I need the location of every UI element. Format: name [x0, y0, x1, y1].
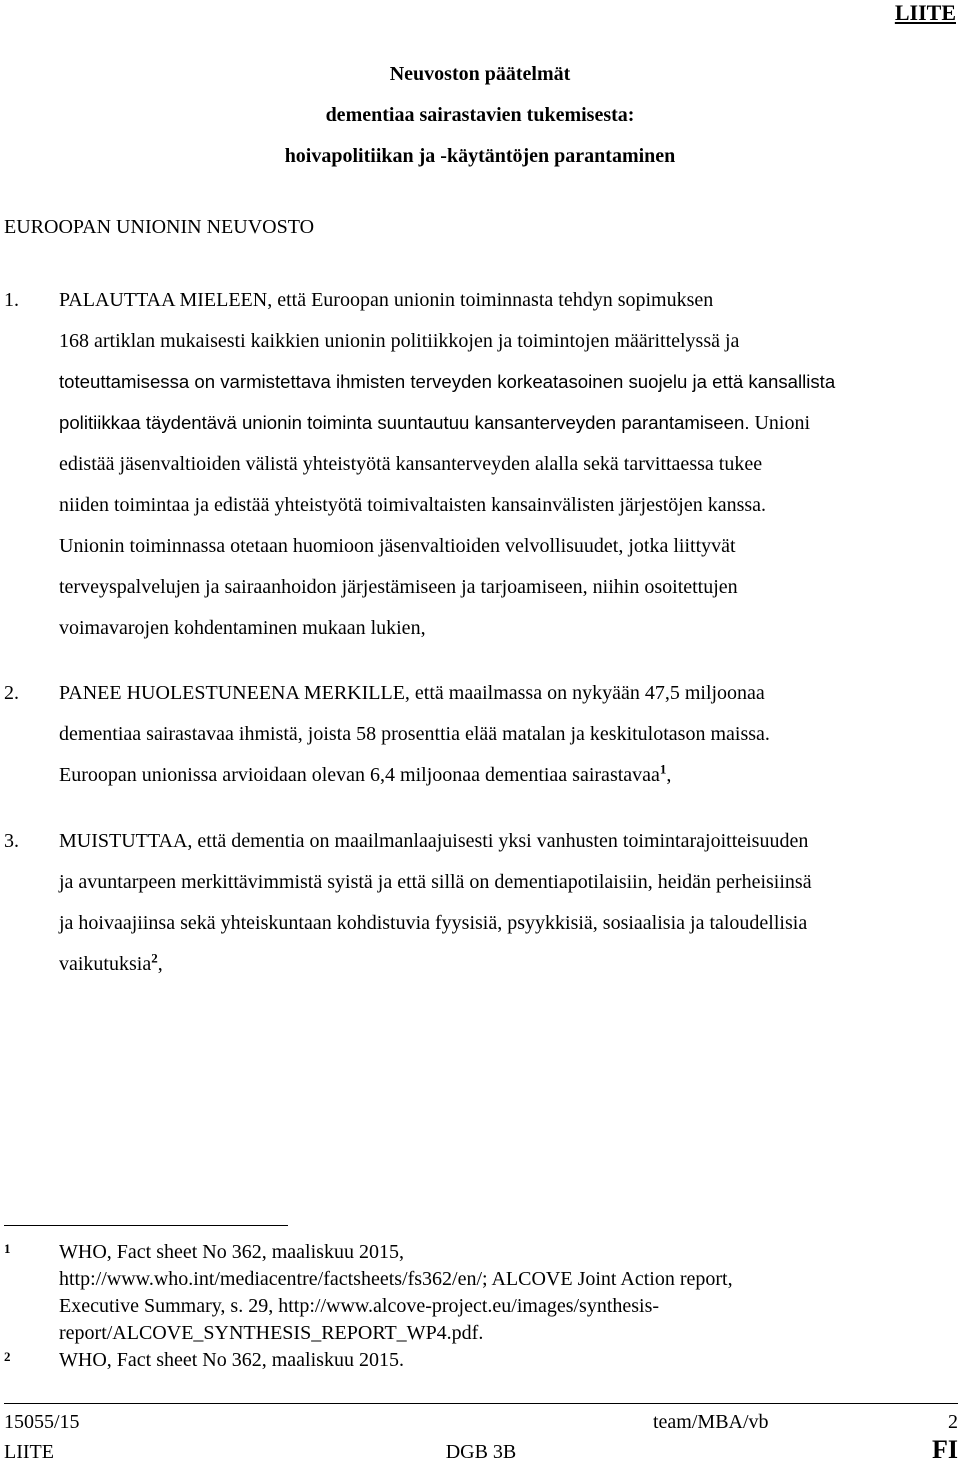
paragraph-line: voimavarojen kohdentaminen mukaan lukien, — [59, 617, 426, 639]
paragraph-line: terveyspalvelujen ja sairaanhoidon järjestämiseen ja tarjoamiseen, niihin osoitettujen — [59, 576, 738, 598]
footnote-line: http://www.who.int/mediacentre/factsheets/fs362/en/; ALCOVE Joint Action report, — [59, 1268, 733, 1290]
paragraph-line: toteuttamisessa on varmistettava ihmisten terveyden korkeatasoinen suojelu ja että kansallista — [59, 371, 836, 392]
footnote-1 — [4, 1239, 954, 1349]
paragraph-3 — [4, 828, 958, 978]
title-line-1: Neuvoston päätelmät — [389, 63, 571, 85]
paragraph-line-part: Euroopan unionissa arvioidaan olevan 6,4 miljoonaa dementiaa sairastavaa — [59, 764, 660, 786]
document-title — [0, 54, 960, 177]
paragraph-line-part: vaikutuksia — [59, 953, 152, 975]
council-heading: EUROOPAN UNIONIN NEUVOSTO — [4, 216, 315, 238]
paragraph-line: dementiaa sairastavaa ihmistä, joista 58 prosenttia elää matalan ja keskitulotason maissa. — [59, 723, 770, 745]
paragraph-number: 1. — [4, 289, 19, 311]
title-line-2: dementiaa sairastavien tukemisesta: — [325, 104, 635, 126]
paragraph-line: ja avuntarpeen merkittävimmistä syistä ja että sillä on dementiapotilaisiin, heidän perheisiinsä — [59, 871, 812, 893]
footnote-separator — [4, 1225, 288, 1226]
paragraph-line: MUISTUTTAA, että dementia on maailmanlaajuisesti yksi vanhusten toimintarajoitteisuuden — [59, 830, 809, 852]
footnote-reference[interactable]: 1 — [659, 761, 667, 777]
footer-separator — [4, 1403, 958, 1404]
paragraph-2 — [4, 680, 958, 790]
paragraph-line — [59, 762, 671, 788]
footnote-line: Executive Summary, s. 29, http://www.alcove-project.eu/images/synthesis- — [59, 1295, 660, 1317]
paragraph-line: 168 artiklan mukaisesti kaikkien unionin politiikkojen ja toimintojen määrittelyssä ja — [59, 330, 740, 352]
paragraph-line-part: Unioni — [749, 412, 811, 434]
document-number: 15055/15 — [4, 1411, 80, 1433]
paragraph-line: PANEE HUOLESTUNEENA MERKILLE, että maailmassa on nykyään 47,5 miljoonaa — [59, 682, 765, 704]
paragraph-line: Unionin toiminnassa otetaan huomioon jäsenvaltioiden velvollisuudet, jotka liittyvät — [59, 535, 736, 557]
paragraph-line-part: politiikkaa täydentävä unionin toiminta suuntautuu kansanterveyden parantamiseen. — [59, 412, 750, 433]
footnote-line: report/ALCOVE_SYNTHESIS_REPORT_WP4.pdf. — [59, 1322, 484, 1344]
annex-label-top: LIITE — [894, 0, 956, 25]
annex-label-footer: LIITE — [4, 1441, 54, 1463]
paragraph-1 — [4, 287, 958, 647]
footnote-reference[interactable]: 2 — [151, 950, 158, 966]
language-code: FI — [932, 1435, 958, 1464]
footnote-line: WHO, Fact sheet No 362, maaliskuu 2015, — [59, 1241, 404, 1263]
footnote-number: 1 — [4, 1241, 11, 1256]
paragraph-line — [59, 410, 810, 436]
title-line-3: hoivapolitiikan ja -käytäntöjen parantaminen — [284, 145, 676, 167]
paragraph-line: PALAUTTAA MIELEEN, että Euroopan unionin toiminnasta tehdyn sopimuksen — [59, 289, 714, 311]
paragraph-line: niiden toimintaa ja edistää yhteistyötä toimivaltaisten kansainvälisten järjestöjen kanssa. — [59, 494, 767, 516]
footnote-2 — [4, 1347, 954, 1375]
page-number: 2 — [948, 1411, 958, 1433]
paragraph-line-part: , — [666, 764, 672, 786]
footer-row-1 — [4, 1409, 958, 1435]
paragraph-line: ja hoivaajiinsa sekä yhteiskuntaan kohdistuvia fyysisiä, psyykkisiä, sosiaalisia ja taloudellisia — [59, 912, 808, 934]
paragraph-line — [59, 951, 163, 977]
paragraph-number: 3. — [4, 830, 19, 852]
footnote-number: 2 — [4, 1349, 11, 1364]
paragraph-number: 2. — [4, 682, 19, 704]
footer-row-2 — [4, 1435, 958, 1469]
paragraph-line: edistää jäsenvaltioiden välistä yhteistyötä kansanterveyden alalla sekä tarvittaessa tukee — [59, 453, 763, 475]
directorate-code: DGB 3B — [445, 1441, 517, 1463]
paragraph-line-part: , — [157, 953, 163, 975]
footnote-text — [59, 1239, 939, 1347]
author-reference: team/MBA/vb — [653, 1411, 769, 1433]
footnote-line: WHO, Fact sheet No 362, maaliskuu 2015. — [59, 1349, 404, 1371]
footnote-text — [59, 1347, 939, 1374]
